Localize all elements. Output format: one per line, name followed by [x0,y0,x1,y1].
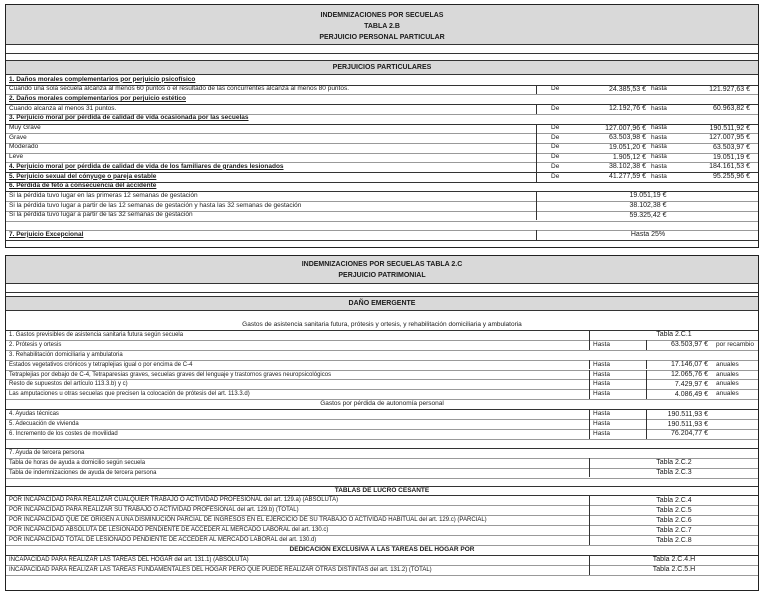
table-reference: Tabla 2.C.3 [656,469,692,477]
limit-amount: 190.511,93 € [667,410,708,418]
gastos-autonomia-subheader: Gastos por pérdida de autonomía personal [320,400,444,408]
limit-label: Hasta [593,380,610,388]
range-from: De [551,162,560,170]
range-to: hasta [651,143,667,151]
range-max-value: 190.511,92 € [709,124,750,132]
range-min-value: 1.905,12 € [612,153,646,161]
table-reference: Tabla 2.C.2 [656,459,692,467]
limit-label: Hasta [593,360,610,368]
row-label: 7. Ayuda de tercera persona [9,449,85,456]
range-min-value: 127.007,96 € [605,124,646,132]
row-label: Muy Grave [9,124,41,131]
range-max-value: 60.963,82 € [713,105,750,113]
row-label: 7. Perjuicio Excepcional [9,230,84,238]
limit-amount: 12.065,76 € [671,371,708,378]
range-min-value: 19.051,20 € [609,143,646,151]
table-2b-title-line-2: TABLA 2.B [364,23,400,30]
range-max-value: 121.927,63 € [709,85,750,93]
limit-amount: 4.086,49 € [674,390,708,398]
row-label: Tabla de horas de ayuda a domicilio según secuela [9,459,146,466]
row-label: 3. Rehabilitación domiciliaria y ambulatoria [9,351,123,358]
range-from: De [551,104,560,112]
table-reference: Tabla 2.C.4.H [652,556,696,564]
row-label: 5. Adecuación de vivienda [9,421,79,427]
amount-unit: anuales [716,390,739,398]
amount-unit: por recambio [716,340,754,348]
table-2b [5,4,759,248]
row-label: Tetraplejias por debajo de C-4, Tetraparesias graves, secuelas graves del lenguaje y trastornos graves neuropsicológicos [9,371,332,378]
table-reference: Tabla 2.C.7 [656,526,692,534]
limit-label: Hasta [593,410,610,418]
dano-emergente-title: DAÑO EMERGENTE [348,300,416,307]
amount-value: Hasta 25% [630,231,666,239]
limit-amount: 190.511,93 € [667,420,708,428]
limit-label: Hasta [593,370,610,378]
row-label: Si la pérdida tuvo lugar a partir de las 12 semanas de gestación y hasta las 32 semanas de gestación [9,201,302,209]
row-label: 6. Incremento de los costes de movilidad [9,430,118,437]
amount-value: 59.325,42 € [629,211,667,219]
range-max-value: 184.161,53 € [709,163,750,171]
limit-amount: 63.503,97 € [671,341,708,349]
table-2c [5,255,759,591]
amount-unit: anuales [716,380,739,388]
row-label: POR INCAPACIDAD TOTAL DE LESIONADO PENDIENTE DE ACCEDER AL MERCADO LABORAL del art. 130.d) [9,537,317,543]
table-reference: Tabla 2.C.5.H [652,566,696,574]
row-label: Estados vegetativos crónicos y tetraplejias igual o por encima de C-4 [9,361,193,368]
row-label: Leve [9,153,24,161]
range-max-value: 95.255,96 € [713,173,750,180]
table-reference: Tabla 2.C.1 [656,331,692,339]
amount-unit: anuales [716,360,739,368]
table-reference: Tabla 2.C.4 [656,496,692,504]
range-to: hasta [651,104,667,112]
row-label: POR INCAPACIDAD PARA REALIZAR SU TRABAJO O ACTIVIDAD PROFESIONAL del art. 129.b) (TOTAL) [9,507,299,514]
range-to: hasta [651,172,667,180]
row-label: 4. Ayudas técnicas [9,411,59,418]
row-label: INCAPACIDAD PARA REALIZAR LAS TAREAS FUNDAMENTALES DEL HOGAR PERO QUE PUEDE REALIZAR OTRAS DISTINTAS del art. 131.2) (TOTAL) [9,566,432,573]
row-label: 1. Gastos previsibles de asistencia sanitaria futura según secuela [9,331,184,338]
table-2b-title-line-1: INDEMNIZACIONES POR SECUELAS [320,12,444,19]
limit-amount: 7.429,97 € [674,380,708,388]
perjuicios-section-title: PERJUICIOS PARTICULARES [332,64,432,71]
range-min-value: 12.192,76 € [609,105,646,113]
range-to: hasta [651,85,667,93]
range-max-value: 19.051,19 € [713,153,750,161]
row-label: Si la pérdida tuvo lugar a partir de las 32 semanas de gestación [9,211,193,219]
lucro-cesante-header: TABLAS DE LUCRO CESANTE [334,486,430,494]
row-label: Cuando alcanza al menos 31 puntos. [9,104,117,112]
row-label: Las amputaciones u otras secuelas que precisen la colocación de prótesis del art. 113.3.d) [9,391,250,398]
range-from: De [551,133,560,141]
range-from: De [551,143,560,151]
range-to: hasta [651,153,667,161]
limit-amount: 17.146,07 € [671,361,708,369]
range-max-value: 63.503,97 € [713,143,750,151]
row-label: 4. Perjuicio moral por pérdida de calidad de vida de los familiares de grandes lesionados [9,162,284,170]
limit-label: Hasta [593,420,610,427]
amount-value: 19.051,19 € [629,192,667,200]
range-from: De [551,124,560,131]
table-reference: Tabla 2.C.6 [656,516,692,524]
limit-label: Hasta [593,340,610,348]
row-label: Moderado [9,143,39,151]
table-reference: Tabla 2.C.8 [656,536,692,544]
range-min-value: 24.385,53 € [609,85,646,93]
row-label: Resto de supuestos del artículo 113.3.b) y c) [9,381,128,388]
row-label: 6. Pérdida de feto a consecuencia del accidente [9,182,157,190]
amount-unit: anuales [716,370,739,378]
table-2b-title-line-3: PERJUICIO PERSONAL PARTICULAR [319,34,445,41]
row-label: POR INCAPACIDAD QUE DE ORIGEN A UNA DISMINUCIÓN PARCIAL DE INGRESOS EN EL EJERCICIO DE SU TRABAJO O ACTIVIDAD HABITUAL del art. 129.c) (PARCIAL) [9,517,487,524]
row-label: 2. Daños morales complementarios por perjuicio estético [9,94,186,102]
limit-label: Hasta [593,429,610,437]
row-label: INCAPACIDAD PARA REALIZAR LAS TAREAS DEL HOGAR del art. 131.1) (ABSOLUTA) [9,556,249,563]
row-label: POR INCAPACIDAD ABSOLUTA DE LESIONADO PENDIENTE DE ACCEDER AL MERCADO LABORAL del art. 130.c) [9,527,329,534]
amount-value: 38.102,38 € [629,202,667,210]
row-label: 3. Perjuicio moral por pérdida de calidad de vida ocasionada por las secuelas [9,114,249,122]
range-from: De [551,172,560,180]
range-from: De [551,85,560,93]
row-label: Tabla de indemnizaciones de ayuda de tercera persona [9,469,157,476]
row-label: 2. Prótesis y ortesis [9,341,62,348]
table-2c-title-line-1: INDEMNIZACIONES POR SECUELAS TABLA 2.C [301,261,463,268]
row-label: 1. Daños morales complementarios por perjuicio psicofísico [9,75,196,83]
row-label: Si la pérdida tuvo lugar en las primeras 12 semanas de gestación [9,191,198,199]
range-to: hasta [651,124,667,131]
range-min-value: 63.503,98 € [609,134,646,142]
range-from: De [551,153,560,161]
gastos-asistencia-subheader: Gastos de asistencia sanitaria futura, prótesis y ortesis, y rehabilitación domiciliaria y ambulatoria [242,321,522,328]
limit-label: Hasta [593,390,610,398]
range-min-value: 41.277,59 € [609,173,646,180]
range-to: hasta [651,133,667,141]
row-label: Cuando una sola secuela alcanza al menos 60 puntos o el resultado de las concurrentes alcanza al menos 80 puntos. [9,85,350,93]
range-to: hasta [651,162,667,170]
tareas-hogar-header: DEDICACIÓN EXCLUSIVA A LAS TAREAS DEL HOGAR POR [289,545,475,553]
row-label: Grave [9,133,27,141]
table-reference: Tabla 2.C.5 [656,506,692,514]
limit-amount: 76.204,77 € [671,430,708,438]
range-min-value: 38.102,38 € [609,163,646,171]
row-label: 5. Perjuicio sexual del cónyuge o pareja estable [9,172,157,180]
row-label: POR INCAPACIDAD PARA REALIZAR CUALQUIER TRABAJO O ACTIVIDAD PROFESIONAL del art. 129.a) (ABSOLUTA) [9,497,339,504]
range-max-value: 127.007,95 € [709,134,750,142]
table-2c-title-line-2: PERJUICIO PATRIMONIAL [338,272,426,279]
